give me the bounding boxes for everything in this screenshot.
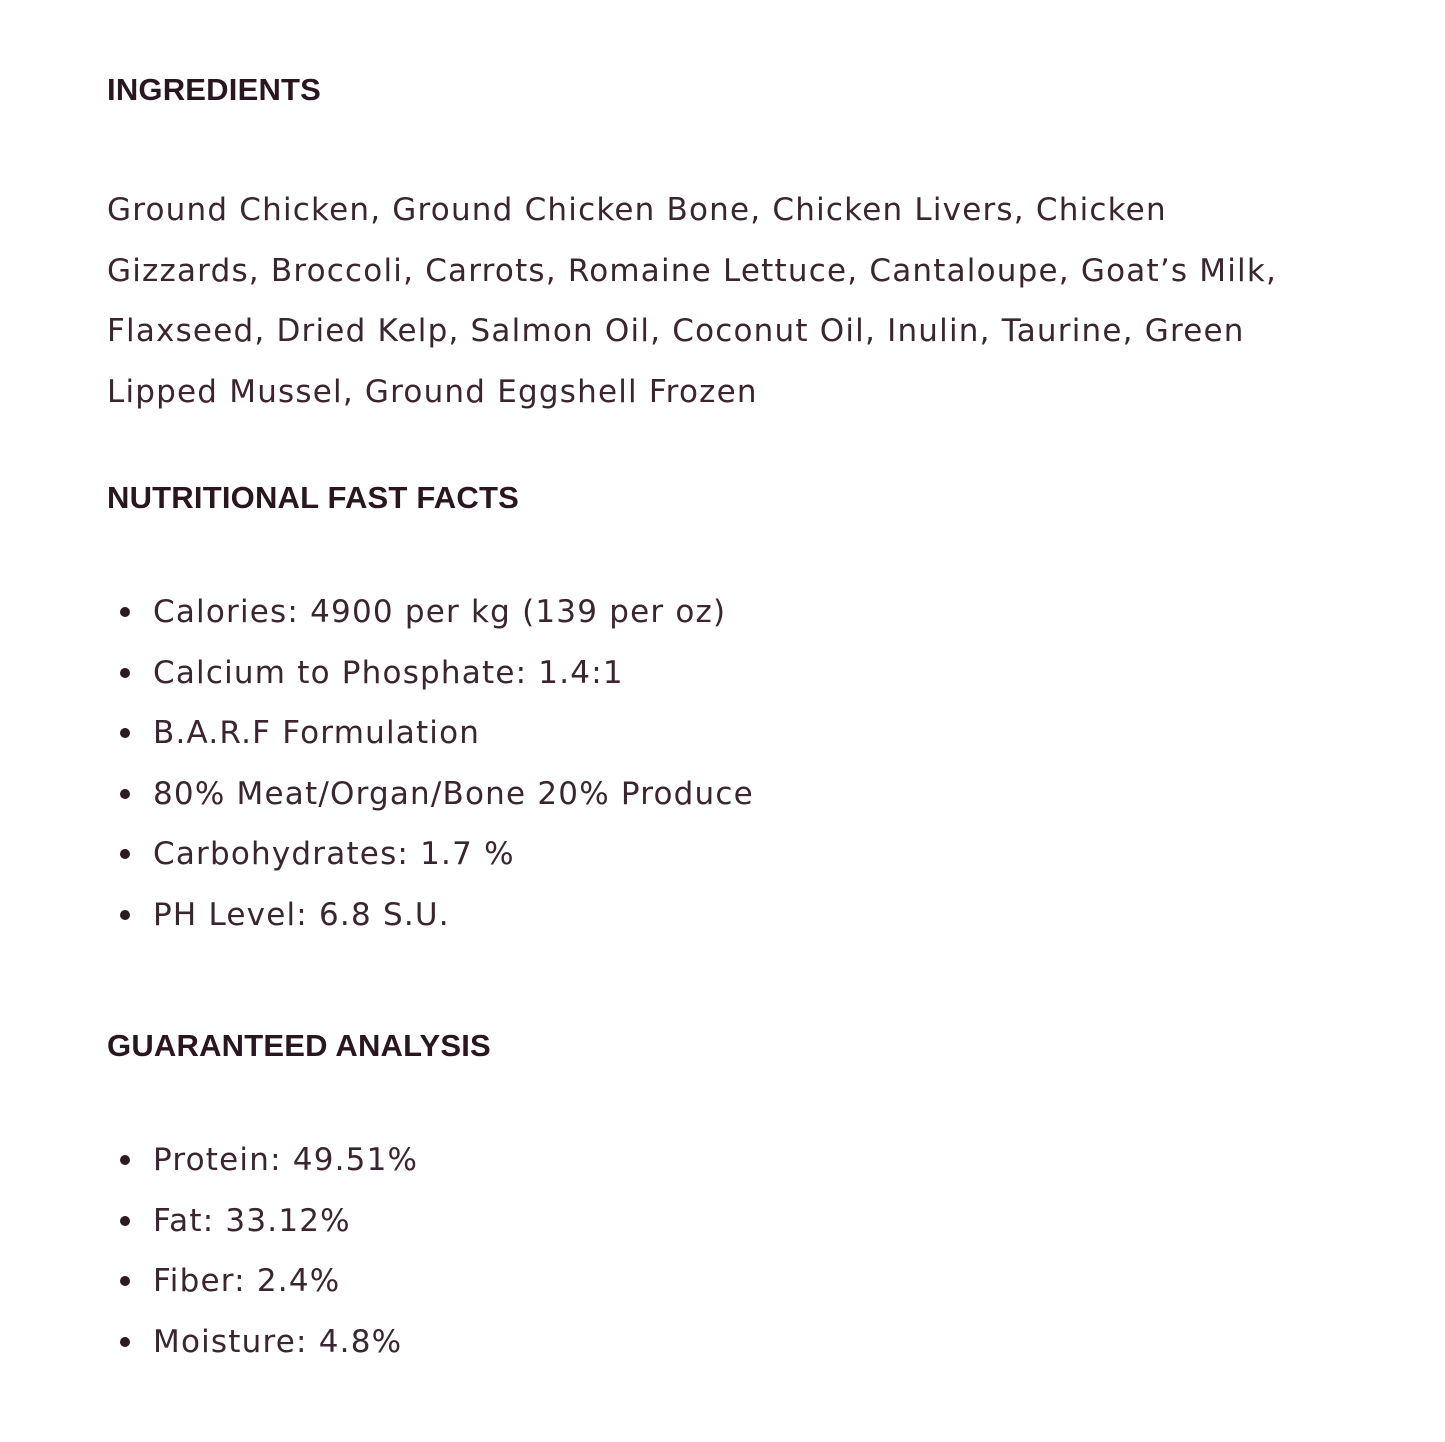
ingredients-list-text [107, 180, 1332, 422]
bullet-icon [120, 1216, 130, 1226]
list-item [107, 766, 754, 827]
bullet-icon [120, 728, 130, 738]
list-item-text: Fiber: 2.4% [153, 1263, 341, 1300]
list-item-text: Calories: 4900 per kg (139 per oz) [153, 594, 727, 630]
ingredients-line: Ground Chicken, Ground Chicken Bone, Chicken Livers, Chicken [107, 192, 1167, 228]
list-item-text: Fat: 33.12% [153, 1202, 351, 1239]
list-item [107, 826, 754, 887]
nutritional-facts-heading: NUTRITIONAL FAST FACTS [107, 480, 519, 515]
nutritional-facts-list [107, 584, 754, 948]
bullet-icon [120, 607, 130, 617]
list-item-text: PH Level: 6.8 S.U. [153, 896, 450, 933]
list-item-text: Protein: 49.51% [153, 1142, 419, 1178]
list-item-text: Calcium to Phosphate: 1.4:1 [153, 654, 624, 691]
bullet-icon [120, 910, 130, 920]
bullet-icon [120, 1155, 130, 1165]
list-item [107, 1132, 418, 1193]
list-item [107, 887, 754, 948]
ingredients-heading: INGREDIENTS [107, 72, 322, 107]
list-item [107, 1193, 418, 1254]
list-item-text: Carbohydrates: 1.7 % [153, 836, 515, 873]
guaranteed-analysis-heading: GUARANTEED ANALYSIS [107, 1028, 491, 1063]
list-item [107, 1314, 418, 1375]
bullet-icon [120, 849, 130, 859]
list-item [107, 1253, 418, 1314]
guaranteed-analysis-list [107, 1132, 418, 1374]
bullet-icon [120, 1337, 130, 1347]
list-item-text: 80% Meat/Organ/Bone 20% Produce [153, 775, 754, 812]
list-item-text: Moisture: 4.8% [153, 1323, 403, 1360]
list-item [107, 705, 754, 766]
ingredients-line: Lipped Mussel, Ground Eggshell Frozen [107, 373, 758, 410]
bullet-icon [120, 668, 130, 678]
list-item-text: B.A.R.F Formulation [153, 715, 481, 752]
ingredients-line: Flaxseed, Dried Kelp, Salmon Oil, Coconut Oil, Inulin, Taurine, Green [107, 313, 1245, 349]
list-item [107, 645, 754, 706]
list-item [107, 584, 754, 645]
bullet-icon [120, 789, 130, 799]
bullet-icon [120, 1276, 130, 1286]
ingredients-line: Gizzards, Broccoli, Carrots, Romaine Lettuce, Cantaloupe, Goat’s Milk, [107, 252, 1278, 289]
